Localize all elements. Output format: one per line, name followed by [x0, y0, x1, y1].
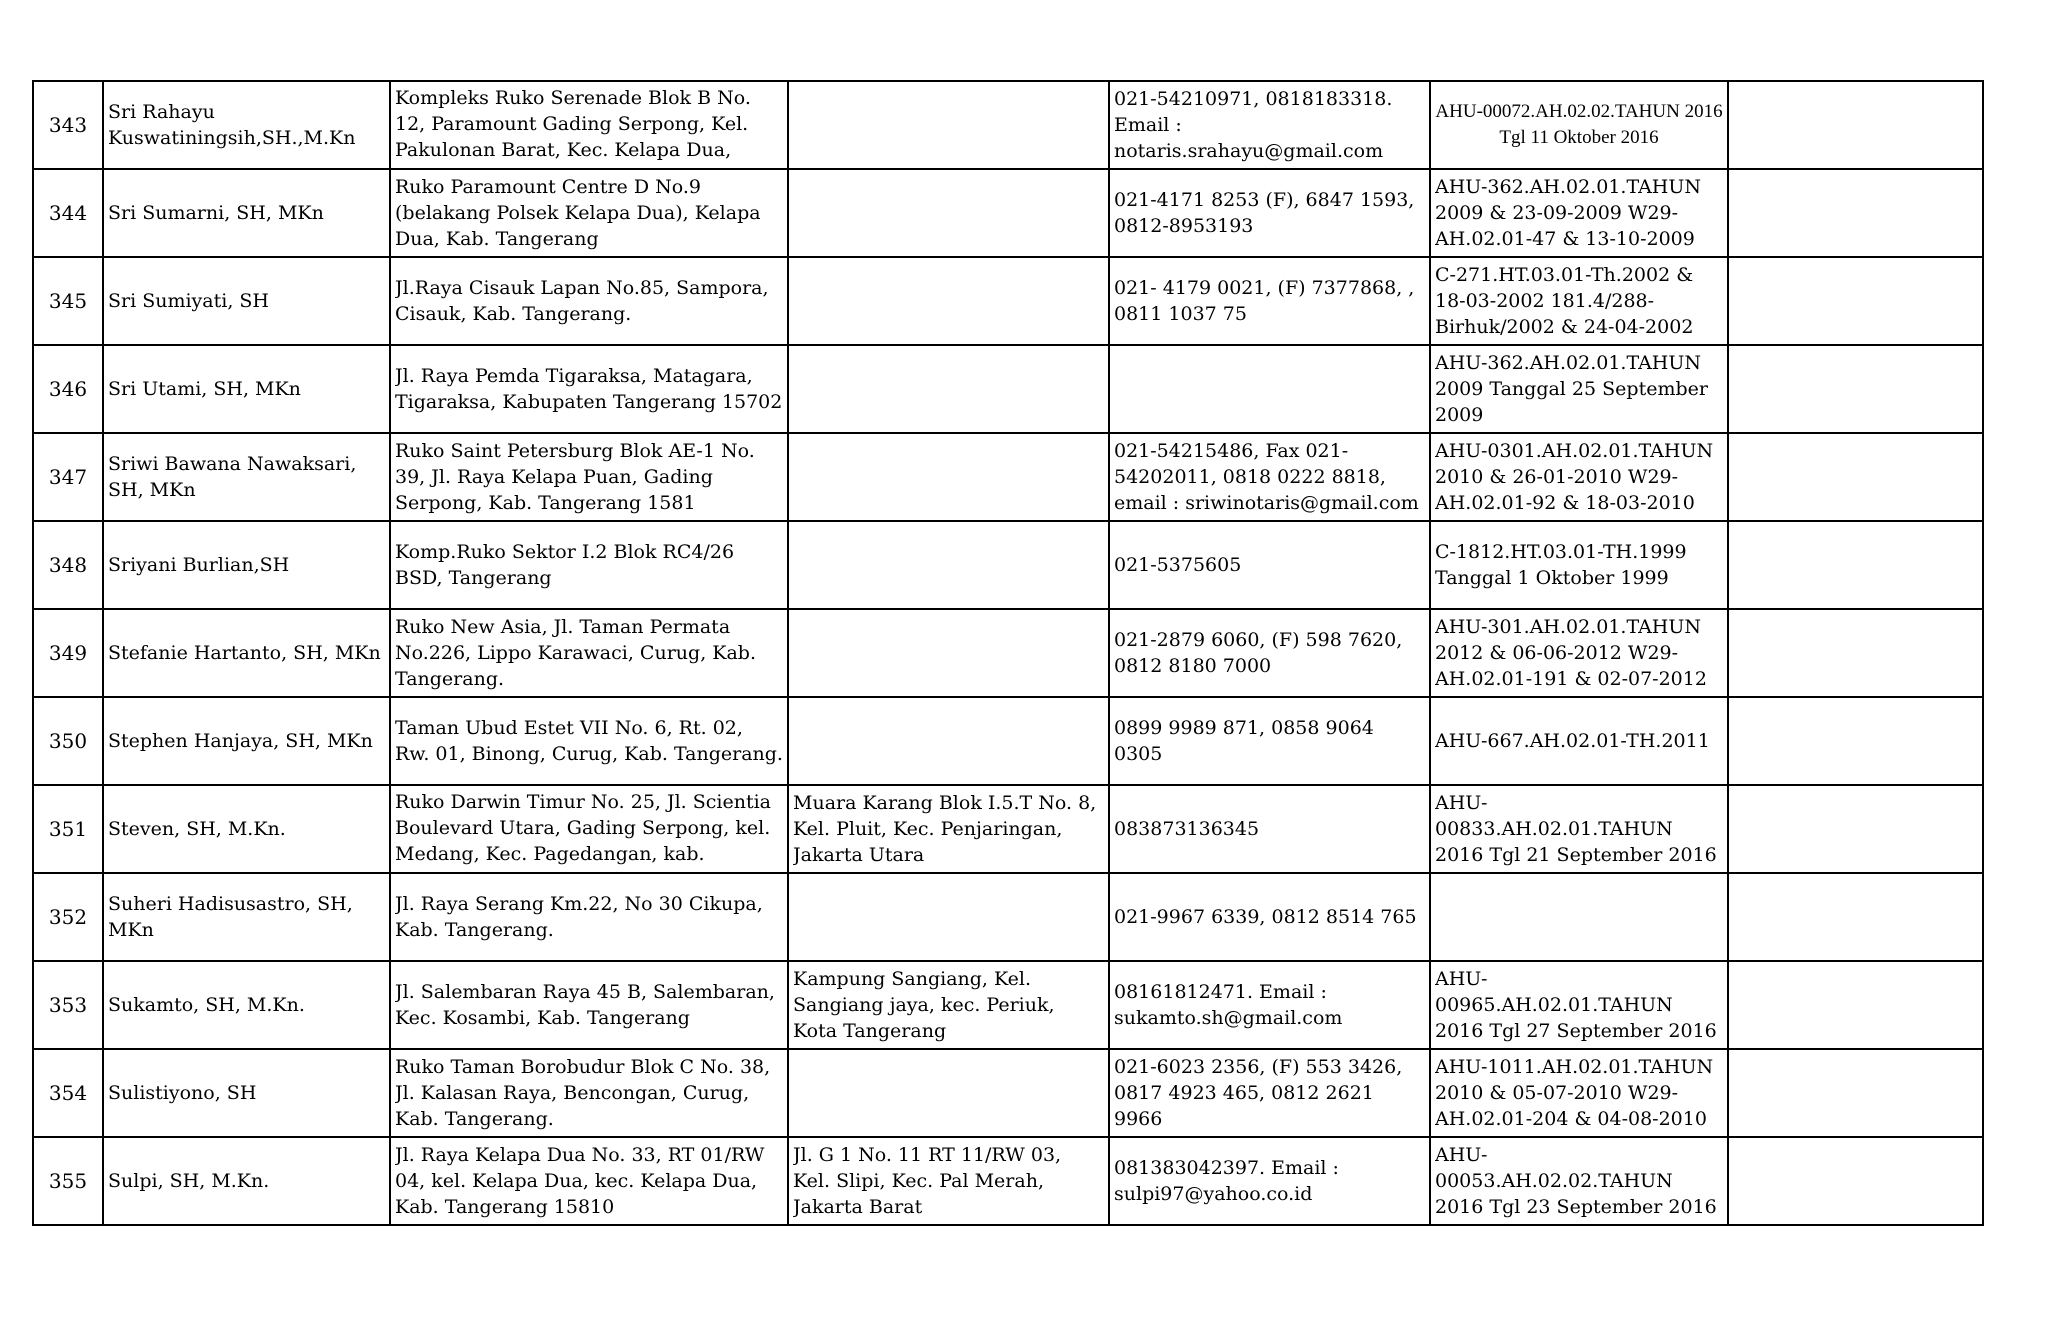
table-row	[33, 1049, 1983, 1137]
cell-notes	[1728, 433, 1983, 521]
cell-decree-number-text: AHU-00053.AH.02.02.TAHUN 2016 Tgl 23 September 2016	[1435, 1144, 1717, 1218]
cell-contact	[1109, 169, 1430, 257]
cell-number	[33, 697, 103, 785]
cell-number-text: 354	[48, 1081, 88, 1105]
cell-other-address	[788, 345, 1109, 433]
table-row	[33, 873, 1983, 961]
cell-decree-number	[1430, 1049, 1728, 1137]
cell-notes	[1728, 345, 1983, 433]
cell-number-text: 345	[48, 289, 88, 313]
cell-notes	[1728, 521, 1983, 609]
cell-office-address-text: Ruko New Asia, Jl. Taman Permata No.226, Lippo Karawaci, Curug, Kab. Tangerang.	[395, 616, 756, 690]
cell-notary-name	[103, 81, 390, 169]
cell-number	[33, 257, 103, 345]
cell-office-address-text: Jl. Salembaran Raya 45 B, Salembaran, Kec. Kosambi, Kab. Tangerang	[395, 981, 775, 1029]
cell-decree-number	[1430, 609, 1728, 697]
cell-number-text: 346	[48, 377, 88, 401]
cell-notary-name-text: Sukamto, SH, M.Kn.	[108, 994, 305, 1016]
cell-notary-name	[103, 785, 390, 873]
cell-contact-text: 021-2879 6060, (F) 598 7620, 0812 8180 7000	[1114, 629, 1403, 677]
cell-office-address	[390, 1137, 788, 1225]
cell-contact	[1109, 785, 1430, 873]
cell-decree-number	[1430, 345, 1728, 433]
cell-number-text: 350	[48, 729, 88, 753]
cell-office-address-text: Ruko Saint Petersburg Blok AE-1 No. 39, Jl. Raya Kelapa Puan, Gading Serpong, Kab. Tangerang 1581	[395, 440, 755, 514]
cell-decree-number-text: AHU-362.AH.02.01.TAHUN 2009 Tanggal 25 September 2009	[1435, 352, 1708, 426]
cell-notary-name-text: Sriwi Bawana Nawaksari, SH, MKn	[108, 453, 357, 501]
cell-notary-name-text: Stefanie Hartanto, SH, MKn	[108, 642, 381, 664]
cell-contact	[1109, 1049, 1430, 1137]
cell-notes	[1728, 257, 1983, 345]
cell-number	[33, 81, 103, 169]
cell-notary-name	[103, 1049, 390, 1137]
cell-decree-number-text: AHU-1011.AH.02.01.TAHUN 2010 & 05-07-2010 W29-AH.02.01-204 & 04-08-2010	[1435, 1056, 1714, 1130]
cell-notary-name	[103, 169, 390, 257]
cell-number	[33, 1137, 103, 1225]
cell-other-address	[788, 697, 1109, 785]
cell-contact	[1109, 609, 1430, 697]
cell-number-text: 353	[48, 993, 88, 1017]
cell-number-text: 344	[48, 201, 88, 225]
cell-office-address	[390, 433, 788, 521]
cell-contact	[1109, 873, 1430, 961]
cell-notary-name	[103, 521, 390, 609]
cell-office-address-text: Jl. Raya Serang Km.22, No 30 Cikupa, Kab. Tangerang.	[395, 893, 763, 941]
cell-number	[33, 169, 103, 257]
cell-number	[33, 609, 103, 697]
cell-decree-number-text: C-1812.HT.03.01-TH.1999 Tanggal 1 Oktober 1999	[1435, 541, 1687, 589]
cell-number	[33, 961, 103, 1049]
cell-notary-name-text: Sri Utami, SH, MKn	[108, 378, 301, 400]
cell-notary-name-text: Sulpi, SH, M.Kn.	[108, 1170, 270, 1192]
cell-notary-name-text: Sulistiyono, SH	[108, 1082, 257, 1104]
cell-notary-name	[103, 697, 390, 785]
cell-number-text: 351	[48, 817, 88, 841]
cell-office-address	[390, 345, 788, 433]
cell-notes	[1728, 169, 1983, 257]
cell-contact	[1109, 961, 1430, 1049]
cell-office-address-text: Ruko Taman Borobudur Blok C No. 38, Jl. Kalasan Raya, Bencongan, Curug, Kab. Tangerang.	[395, 1056, 771, 1130]
cell-decree-number-text: C-271.HT.03.01-Th.2002 & 18-03-2002 181.4/288-Birhuk/2002 & 24-04-2002	[1435, 264, 1694, 338]
cell-number	[33, 345, 103, 433]
cell-contact	[1109, 521, 1430, 609]
cell-other-address	[788, 873, 1109, 961]
cell-contact	[1109, 433, 1430, 521]
cell-number-text: 348	[48, 553, 88, 577]
cell-contact-text: 083873136345	[1114, 818, 1260, 840]
cell-notary-name	[103, 345, 390, 433]
cell-number	[33, 785, 103, 873]
cell-contact-text: 021-54215486, Fax 021-54202011, 0818 0222 8818, email : sriwinotaris@gmail.com	[1114, 440, 1419, 514]
cell-decree-number	[1430, 169, 1728, 257]
cell-office-address-text: Kompleks Ruko Serenade Blok B No. 12, Paramount Gading Serpong, Kel. Pakulonan Barat, Kec. Kelapa Dua,	[395, 87, 751, 161]
cell-notes	[1728, 609, 1983, 697]
cell-decree-number-text: AHU-301.AH.02.01.TAHUN 2012 & 06-06-2012 W29-AH.02.01-191 & 02-07-2012	[1435, 616, 1707, 690]
cell-office-address-text: Ruko Paramount Centre D No.9 (belakang Polsek Kelapa Dua), Kelapa Dua, Kab. Tangerang	[395, 176, 761, 250]
cell-notary-name-text: Steven, SH, M.Kn.	[108, 818, 286, 840]
table-row	[33, 433, 1983, 521]
cell-decree-number-text: AHU-362.AH.02.01.TAHUN 2009 & 23-09-2009 W29-AH.02.01-47 & 13-10-2009	[1435, 176, 1702, 250]
cell-decree-number	[1430, 521, 1728, 609]
cell-other-address	[788, 785, 1109, 873]
cell-other-address	[788, 169, 1109, 257]
cell-notary-name	[103, 961, 390, 1049]
cell-number-text: 347	[48, 465, 88, 489]
cell-contact	[1109, 81, 1430, 169]
cell-notary-name	[103, 873, 390, 961]
cell-decree-number	[1430, 785, 1728, 873]
table-row	[33, 345, 1983, 433]
cell-office-address	[390, 785, 788, 873]
cell-office-address	[390, 81, 788, 169]
cell-contact-text: 021-4171 8253 (F), 6847 1593, 0812-8953193	[1114, 189, 1415, 237]
cell-contact	[1109, 257, 1430, 345]
notary-table	[32, 80, 1984, 1226]
table-row	[33, 785, 1983, 873]
table-row	[33, 169, 1983, 257]
cell-notary-name	[103, 433, 390, 521]
cell-decree-number-text: AHU-667.AH.02.01-TH.2011	[1435, 730, 1710, 752]
cell-notary-name-text: Suheri Hadisusastro, SH, MKn	[108, 893, 353, 941]
table-body	[33, 81, 1983, 1225]
cell-notary-name-text: Stephen Hanjaya, SH, MKn	[108, 730, 373, 752]
cell-other-address	[788, 1049, 1109, 1137]
cell-decree-number	[1430, 433, 1728, 521]
cell-other-address	[788, 521, 1109, 609]
cell-notes	[1728, 785, 1983, 873]
cell-number-text: 343	[48, 113, 88, 137]
cell-other-address	[788, 609, 1109, 697]
cell-other-address-text: Jl. G 1 No. 11 RT 11/RW 03, Kel. Slipi, Kec. Pal Merah, Jakarta Barat	[793, 1144, 1062, 1218]
cell-office-address-text: Jl. Raya Pemda Tigaraksa, Matagara, Tigaraksa, Kabupaten Tangerang 15702	[395, 365, 783, 413]
cell-number	[33, 1049, 103, 1137]
table-row	[33, 1137, 1983, 1225]
cell-contact-text: 021-5375605	[1114, 554, 1242, 576]
cell-office-address-text: Jl. Raya Kelapa Dua No. 33, RT 01/RW 04, kel. Kelapa Dua, kec. Kelapa Dua, Kab. Tangerang 15810	[395, 1144, 765, 1218]
cell-other-address	[788, 81, 1109, 169]
cell-office-address	[390, 961, 788, 1049]
cell-contact-text: 08161812471. Email : sukamto.sh@gmail.com	[1114, 981, 1343, 1029]
cell-other-address	[788, 433, 1109, 521]
cell-contact	[1109, 345, 1430, 433]
cell-notes	[1728, 697, 1983, 785]
cell-office-address-text: Ruko Darwin Timur No. 25, Jl. Scientia Boulevard Utara, Gading Serpong, kel. Medang, Kec. Pagedangan, kab.	[395, 791, 772, 865]
cell-contact-text: 0899 9989 871, 0858 9064 0305	[1114, 717, 1374, 765]
cell-number-text: 355	[48, 1169, 88, 1193]
cell-decree-number	[1430, 81, 1728, 169]
cell-number	[33, 873, 103, 961]
cell-other-address-text: Muara Karang Blok I.5.T No. 8, Kel. Pluit, Kec. Penjaringan, Jakarta Utara	[793, 792, 1097, 866]
cell-office-address	[390, 169, 788, 257]
cell-contact-text: 021-54210971, 0818183318. Email : notaris.srahayu@gmail.com	[1114, 88, 1393, 162]
cell-contact-text: 021- 4179 0021, (F) 7377868, , 0811 1037 75	[1114, 277, 1415, 325]
cell-notes	[1728, 1049, 1983, 1137]
cell-other-address	[788, 257, 1109, 345]
cell-notary-name-text: Sri Rahayu Kuswatiningsih,SH.,M.Kn	[108, 101, 356, 149]
table-row	[33, 81, 1983, 169]
cell-decree-number-text: AHU-0301.AH.02.01.TAHUN 2010 & 26-01-2010 W29-AH.02.01-92 & 18-03-2010	[1435, 440, 1714, 514]
cell-number	[33, 433, 103, 521]
cell-notary-name	[103, 1137, 390, 1225]
cell-office-address	[390, 873, 788, 961]
table-row	[33, 961, 1983, 1049]
cell-office-address-text: Komp.Ruko Sektor I.2 Blok RC4/26 BSD, Tangerang	[395, 541, 735, 589]
table-row	[33, 257, 1983, 345]
cell-notary-name	[103, 257, 390, 345]
cell-number-text: 349	[48, 641, 88, 665]
cell-notary-name	[103, 609, 390, 697]
cell-contact-text: 021-6023 2356, (F) 553 3426, 0817 4923 465, 0812 2621 9966	[1114, 1056, 1403, 1130]
cell-office-address	[390, 1049, 788, 1137]
cell-contact	[1109, 1137, 1430, 1225]
cell-decree-number	[1430, 873, 1728, 961]
cell-other-address	[788, 1137, 1109, 1225]
cell-contact	[1109, 697, 1430, 785]
cell-office-address	[390, 257, 788, 345]
cell-notes	[1728, 873, 1983, 961]
cell-notary-name-text: Sri Sumiyati, SH	[108, 290, 269, 312]
cell-number	[33, 521, 103, 609]
cell-decree-number	[1430, 257, 1728, 345]
cell-contact-text: 081383042397. Email : sulpi97@yahoo.co.id	[1114, 1157, 1339, 1205]
table-row	[33, 697, 1983, 785]
table-row	[33, 609, 1983, 697]
cell-other-address-text: Kampung Sangiang, Kel. Sangiang jaya, kec. Periuk, Kota Tangerang	[793, 968, 1055, 1042]
cell-decree-number-text: AHU-00072.AH.02.02.TAHUN 2016 Tgl 11 Oktober 2016	[1435, 101, 1723, 148]
cell-decree-number	[1430, 1137, 1728, 1225]
cell-notes	[1728, 81, 1983, 169]
cell-office-address	[390, 521, 788, 609]
cell-decree-number	[1430, 697, 1728, 785]
cell-decree-number	[1430, 961, 1728, 1049]
cell-office-address-text: Jl.Raya Cisauk Lapan No.85, Sampora, Cisauk, Kab. Tangerang.	[395, 277, 769, 325]
cell-number-text: 352	[48, 905, 88, 929]
cell-decree-number-text: AHU-00833.AH.02.01.TAHUN 2016 Tgl 21 September 2016	[1435, 792, 1717, 866]
cell-notary-name-text: Sri Sumarni, SH, MKn	[108, 202, 324, 224]
cell-office-address-text: Taman Ubud Estet VII No. 6, Rt. 02, Rw. 01, Binong, Curug, Kab. Tangerang.	[395, 717, 783, 765]
cell-contact-text: 021-9967 6339, 0812 8514 765	[1114, 906, 1417, 928]
cell-notary-name-text: Sriyani Burlian,SH	[108, 554, 290, 576]
cell-office-address	[390, 697, 788, 785]
cell-notes	[1728, 961, 1983, 1049]
cell-notes	[1728, 1137, 1983, 1225]
table-row	[33, 521, 1983, 609]
cell-office-address	[390, 609, 788, 697]
cell-decree-number-text: AHU-00965.AH.02.01.TAHUN 2016 Tgl 27 September 2016	[1435, 968, 1717, 1042]
cell-other-address	[788, 961, 1109, 1049]
